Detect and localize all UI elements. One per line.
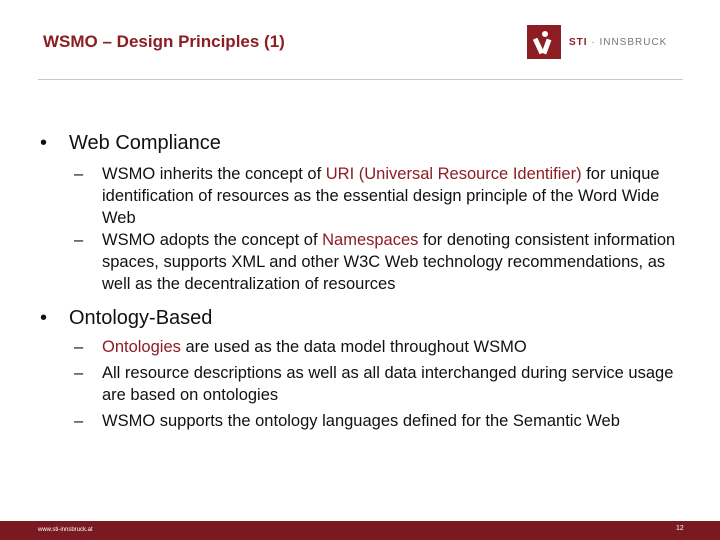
sub-bullet — [40, 229, 680, 295]
sub-text: for unique identification of resources as the essential design principle of the Word Wide Web — [102, 165, 660, 227]
logo-separator: · — [587, 36, 600, 48]
dash-marker: – — [74, 231, 84, 249]
title-divider — [38, 79, 683, 80]
sub-bullet — [40, 410, 680, 432]
sti-innsbruck-logo — [527, 25, 667, 59]
sti-logo-icon — [527, 25, 561, 59]
sub-text: are used as the data model throughout WSMO — [180, 338, 527, 356]
sub-text: WSMO inherits the concept of — [102, 165, 326, 183]
slide-content — [40, 131, 680, 432]
page-number: 12 — [676, 525, 684, 532]
slide-title: WSMO – Design Principles (1) — [43, 32, 285, 51]
sub-text: for denoting consistent information spaces, supports XML and other W3C Web technology recommendations, as well as the decentralization of resources — [102, 231, 676, 293]
bullet-dot: • — [40, 132, 48, 154]
highlight-term: Ontologies — [102, 338, 181, 356]
bullet-heading: Web Compliance — [69, 132, 221, 154]
sub-bullet — [40, 336, 680, 358]
bullet-web-compliance — [40, 131, 680, 155]
bullet-heading: Ontology-Based — [69, 307, 213, 329]
footer-url: www.sti-innsbruck.at — [38, 527, 93, 533]
dash-marker: – — [74, 364, 84, 382]
logo-brand: STI — [569, 36, 588, 48]
sub-text: WSMO supports the ontology languages defined for the Semantic Web — [102, 412, 620, 430]
sub-text: WSMO adopts the concept of — [102, 231, 323, 249]
sub-bullet — [40, 362, 680, 406]
logo-text — [569, 37, 667, 48]
dash-marker: – — [74, 338, 84, 356]
logo-city: INNSBRUCK — [599, 36, 668, 48]
bullet-dot: • — [40, 307, 48, 329]
sub-text: All resource descriptions as well as all data interchanged during service usage are based on ontologies — [102, 364, 674, 404]
dash-marker: – — [74, 412, 84, 430]
footer-bar — [0, 521, 720, 540]
highlight-term: Namespaces — [322, 231, 419, 249]
highlight-term: URI (Universal Resource Identifier) — [325, 165, 582, 183]
bullet-ontology-based — [40, 306, 680, 330]
sub-bullet — [40, 163, 680, 229]
dash-marker: – — [74, 165, 84, 183]
